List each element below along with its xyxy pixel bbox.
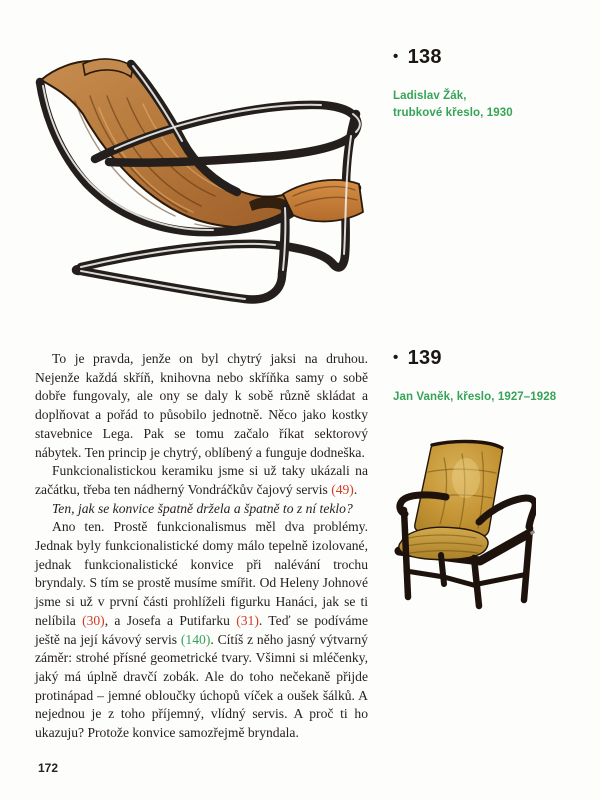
paragraph [35, 518, 368, 742]
tubular-chair-drawing [35, 56, 365, 332]
figure-138-illustration [35, 56, 365, 332]
figure-139-illustration [394, 438, 536, 620]
figure-138-label [393, 46, 442, 69]
reference-marker: (140) [180, 631, 211, 647]
figure-138-caption [393, 88, 513, 121]
text-segment: . Cítíš z něho jasný výtvarný záměr: strohé přísné geometrické tvary. Všimni si mléčenky, jaký má úplně dravčí zobák. Ale do toho nečekaně přijde protinápad – jemné obloučky úchopů víček a oušek šálků. A nejednou je z toho příjemný, vlídný servis. A proč ti ho ukazuju? Protože konvice samozřejmě bryndala. [35, 631, 368, 741]
text-segment: Ano ten. Prostě funkcionalismus měl dva problémy. Jednak byly funkcionalistické domy málo tepelně izolované, jednak funkcionalistické konvice při nalévání trochu bryndaly. S tím se prostě musíme smířit. Od Heleny Johnové jsme si už v první části prohlíželi figurku Hanáci, jak se ti nelíbila [35, 519, 368, 628]
caption-line: trubkové křeslo, 1930 [393, 106, 513, 119]
body-text [35, 350, 368, 743]
bullet-icon: • [393, 48, 399, 65]
paragraph [35, 462, 368, 499]
caption-line: Ladislav Žák, [393, 90, 467, 102]
text-segment: Ten, jak se konvice špatně držela a špatně to z ní teklo? [52, 500, 353, 516]
text-segment: . Teď se podíváme ještě na její kávový servis [35, 612, 368, 647]
text-segment: , a Josefa a Putifarku [104, 612, 237, 628]
figure-number: 138 [407, 46, 442, 68]
text-segment: Funkcionalistickou keramiku jsme si už taky ukázali na začátku, třeba ten nádherný Vondráčkův čajový servis [35, 463, 368, 497]
reference-marker: (30) [82, 612, 105, 628]
figure-139-caption [393, 389, 556, 406]
armchair-drawing [394, 438, 536, 620]
figure-number: 139 [407, 347, 442, 369]
bullet-icon: • [393, 349, 399, 366]
text-segment: . [353, 481, 358, 497]
figure-139-label [393, 347, 442, 370]
reference-marker: (49) [331, 481, 354, 497]
reference-marker: (31) [236, 612, 259, 628]
caption-line: Jan Vaněk, křeslo, 1927–1928 [393, 391, 557, 403]
page-number: 172 [38, 761, 59, 775]
paragraph [35, 500, 368, 519]
paragraph [35, 350, 368, 462]
text-segment: To je pravda, jenže on byl chytrý jaksi na druhou. Nejenže každá skříň, knihovna nebo skříňka samy o sobě dobře fungovaly, ale ony se daly k sobě různě skládat a doplňovat a pořád to působilo jednotně. Něco jako kostky stavebnice Lega. Pak se tomu začalo říkat sektorový nábytek. Ten princip je chytrý, oblíbený a funguje dodneška. [35, 351, 368, 460]
